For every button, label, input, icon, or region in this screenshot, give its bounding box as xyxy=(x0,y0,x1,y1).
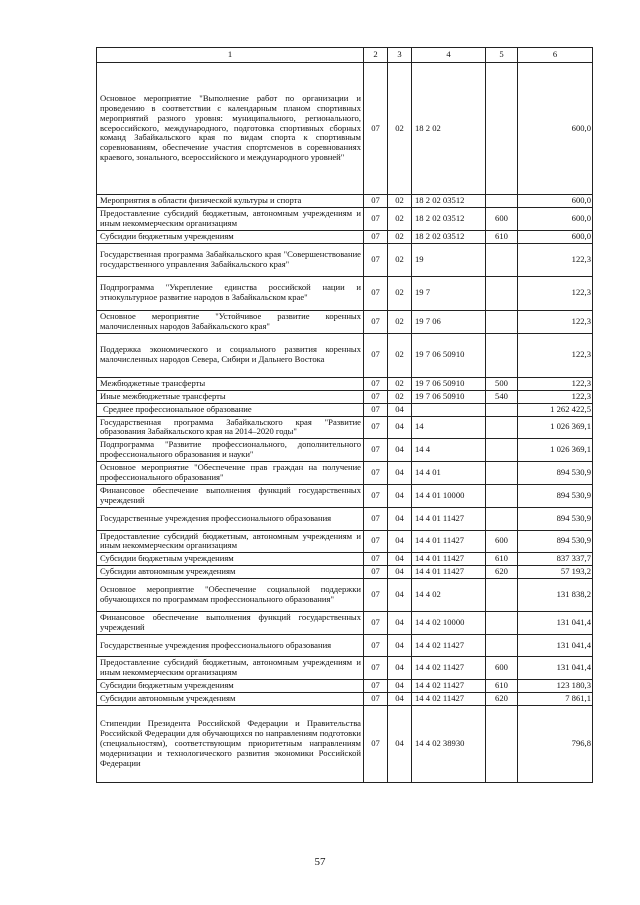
row-expense-type-cell: 540 xyxy=(486,390,518,403)
row-expense-type-cell: 620 xyxy=(486,692,518,705)
row-name-cell: Финансовое обеспечение выполнения функций государственных учреждений xyxy=(97,612,364,635)
row-amount-cell: 796,8 xyxy=(518,705,593,782)
row-subsection-cell: 04 xyxy=(388,439,412,462)
table-row xyxy=(97,333,593,377)
row-target-code-cell: 14 4 01 11427 xyxy=(412,507,486,530)
row-amount-cell: 122,3 xyxy=(518,276,593,310)
row-name-cell: Предоставление субсидий бюджетным, автономным учреждениям и иным некоммерческим организациям xyxy=(97,208,364,231)
row-name-cell: Основное мероприятие "Обеспечение прав граждан на получение профессионального образования" xyxy=(97,462,364,485)
header-col-1: 1 xyxy=(97,48,364,63)
row-target-code-cell: 19 7 06 50910 xyxy=(412,377,486,390)
row-subsection-cell: 02 xyxy=(388,195,412,208)
row-target-code-cell: 14 xyxy=(412,416,486,439)
table-row xyxy=(97,403,593,416)
row-target-code-cell: 18 2 02 03512 xyxy=(412,230,486,243)
row-section-cell: 07 xyxy=(364,507,388,530)
table-row xyxy=(97,566,593,579)
row-target-code-cell: 14 4 01 11427 xyxy=(412,566,486,579)
row-name-cell: Мероприятия в области физической культуры и спорта xyxy=(97,195,364,208)
row-expense-type-cell xyxy=(486,612,518,635)
row-section-cell: 07 xyxy=(364,276,388,310)
row-section-cell: 07 xyxy=(364,635,388,657)
row-section-cell: 07 xyxy=(364,390,388,403)
table-row xyxy=(97,310,593,333)
row-expense-type-cell xyxy=(486,310,518,333)
header-col-4: 4 xyxy=(412,48,486,63)
row-expense-type-cell: 600 xyxy=(486,530,518,553)
row-amount-cell: 837 337,7 xyxy=(518,553,593,566)
row-name-cell: Государственные учреждения профессионального образования xyxy=(97,635,364,657)
row-section-cell: 07 xyxy=(364,416,388,439)
row-subsection-cell: 04 xyxy=(388,553,412,566)
row-amount-cell: 894 530,9 xyxy=(518,507,593,530)
row-target-code-cell: 14 4 02 11427 xyxy=(412,635,486,657)
row-amount-cell: 122,3 xyxy=(518,377,593,390)
row-amount-cell: 122,3 xyxy=(518,243,593,276)
row-expense-type-cell: 610 xyxy=(486,553,518,566)
row-target-code-cell: 14 4 01 10000 xyxy=(412,484,486,507)
row-subsection-cell: 04 xyxy=(388,612,412,635)
row-name-cell: Подпрограмма "Укрепление единства российской нации и этнокультурное развитие народов в Забайкальском крае" xyxy=(97,276,364,310)
row-name-cell: Стипендии Президента Российской Федерации и Правительства Российской Федерации для обучающихся по направлениям подготовки (специальностям), соответствующим приоритетным направлениям модернизации и технологического развития экономики Российской Федерации xyxy=(97,705,364,782)
row-expense-type-cell xyxy=(486,705,518,782)
row-amount-cell: 894 530,9 xyxy=(518,530,593,553)
row-subsection-cell: 02 xyxy=(388,390,412,403)
table-row xyxy=(97,579,593,612)
row-target-code-cell: 14 4 01 11427 xyxy=(412,530,486,553)
row-amount-cell: 1 262 422,5 xyxy=(518,403,593,416)
row-subsection-cell: 04 xyxy=(388,692,412,705)
row-subsection-cell: 02 xyxy=(388,208,412,231)
row-target-code-cell: 19 7 06 xyxy=(412,310,486,333)
row-name-cell: Иные межбюджетные трансферты xyxy=(97,390,364,403)
row-subsection-cell: 04 xyxy=(388,705,412,782)
table-row xyxy=(97,439,593,462)
row-target-code-cell: 14 4 02 10000 xyxy=(412,612,486,635)
table-row xyxy=(97,484,593,507)
row-section-cell: 07 xyxy=(364,310,388,333)
row-amount-cell: 122,3 xyxy=(518,333,593,377)
row-subsection-cell: 04 xyxy=(388,416,412,439)
row-target-code-cell: 18 2 02 xyxy=(412,63,486,195)
row-subsection-cell: 02 xyxy=(388,377,412,390)
table-row xyxy=(97,705,593,782)
row-amount-cell: 600,0 xyxy=(518,208,593,231)
row-amount-cell: 131 041,4 xyxy=(518,612,593,635)
budget-table xyxy=(96,47,593,783)
table-row xyxy=(97,63,593,195)
row-section-cell: 07 xyxy=(364,692,388,705)
row-subsection-cell: 04 xyxy=(388,507,412,530)
row-subsection-cell: 02 xyxy=(388,63,412,195)
table-row xyxy=(97,195,593,208)
header-col-3: 3 xyxy=(388,48,412,63)
row-subsection-cell: 04 xyxy=(388,635,412,657)
row-amount-cell: 57 193,2 xyxy=(518,566,593,579)
table-row xyxy=(97,230,593,243)
row-subsection-cell: 04 xyxy=(388,679,412,692)
table-row xyxy=(97,377,593,390)
row-section-cell: 07 xyxy=(364,333,388,377)
row-name-cell: Субсидии автономным учреждениям xyxy=(97,566,364,579)
row-section-cell: 07 xyxy=(364,612,388,635)
table-row xyxy=(97,679,593,692)
row-subsection-cell: 02 xyxy=(388,333,412,377)
row-subsection-cell: 04 xyxy=(388,657,412,680)
row-name-cell: Основное мероприятие "Устойчивое развитие коренных малочисленных народов Забайкальского края" xyxy=(97,310,364,333)
row-section-cell: 07 xyxy=(364,439,388,462)
row-subsection-cell: 04 xyxy=(388,462,412,485)
row-amount-cell: 1 026 369,1 xyxy=(518,416,593,439)
row-expense-type-cell: 610 xyxy=(486,230,518,243)
row-section-cell: 07 xyxy=(364,705,388,782)
row-name-cell: Государственные учреждения профессионального образования xyxy=(97,507,364,530)
row-expense-type-cell xyxy=(486,462,518,485)
table-body xyxy=(97,63,593,783)
row-expense-type-cell: 610 xyxy=(486,679,518,692)
row-amount-cell: 894 530,9 xyxy=(518,462,593,485)
row-target-code-cell: 19 xyxy=(412,243,486,276)
row-section-cell: 07 xyxy=(364,63,388,195)
row-amount-cell: 131 838,2 xyxy=(518,579,593,612)
header-col-2: 2 xyxy=(364,48,388,63)
row-amount-cell: 600,0 xyxy=(518,63,593,195)
row-target-code-cell: 19 7 xyxy=(412,276,486,310)
row-section-cell: 07 xyxy=(364,484,388,507)
row-amount-cell: 1 026 369,1 xyxy=(518,439,593,462)
row-name-cell: Среднее профессиональное образование xyxy=(97,403,364,416)
row-subsection-cell: 02 xyxy=(388,276,412,310)
row-name-cell: Государственная программа Забайкальского края "Развитие образования Забайкальского края на 2014–2020 годы" xyxy=(97,416,364,439)
row-amount-cell: 122,3 xyxy=(518,390,593,403)
row-section-cell: 07 xyxy=(364,553,388,566)
row-amount-cell: 7 861,1 xyxy=(518,692,593,705)
table-row xyxy=(97,462,593,485)
row-target-code-cell: 14 4 02 xyxy=(412,579,486,612)
row-name-cell: Межбюджетные трансферты xyxy=(97,377,364,390)
row-name-cell: Предоставление субсидий бюджетным, автономным учреждениям и иным некоммерческим организациям xyxy=(97,530,364,553)
row-amount-cell: 600,0 xyxy=(518,230,593,243)
table-row xyxy=(97,657,593,680)
row-target-code-cell: 14 4 02 11427 xyxy=(412,692,486,705)
row-section-cell: 07 xyxy=(364,579,388,612)
table-header-row xyxy=(97,48,593,63)
row-name-cell: Государственная программа Забайкальского края "Совершенствование государственного управления Забайкальского края" xyxy=(97,243,364,276)
row-amount-cell: 894 530,9 xyxy=(518,484,593,507)
row-section-cell: 07 xyxy=(364,195,388,208)
row-expense-type-cell: 600 xyxy=(486,208,518,231)
table-row xyxy=(97,208,593,231)
row-target-code-cell: 14 4 02 11427 xyxy=(412,657,486,680)
row-subsection-cell: 04 xyxy=(388,484,412,507)
row-expense-type-cell xyxy=(486,579,518,612)
row-expense-type-cell xyxy=(486,195,518,208)
row-target-code-cell: 14 4 01 11427 xyxy=(412,553,486,566)
row-target-code-cell: 14 4 02 11427 xyxy=(412,679,486,692)
row-subsection-cell: 02 xyxy=(388,310,412,333)
table-row xyxy=(97,276,593,310)
row-target-code-cell: 18 2 02 03512 xyxy=(412,208,486,231)
row-section-cell: 07 xyxy=(364,462,388,485)
row-expense-type-cell xyxy=(486,63,518,195)
table-row xyxy=(97,530,593,553)
row-target-code-cell: 19 7 06 50910 xyxy=(412,333,486,377)
row-target-code-cell: 19 7 06 50910 xyxy=(412,390,486,403)
row-name-cell: Поддержка экономического и социального развития коренных малочисленных народов Севера, Сибири и Дальнего Востока xyxy=(97,333,364,377)
row-name-cell: Субсидии бюджетным учреждениям xyxy=(97,230,364,243)
row-subsection-cell: 04 xyxy=(388,403,412,416)
table-row xyxy=(97,243,593,276)
row-expense-type-cell xyxy=(486,635,518,657)
table-row xyxy=(97,692,593,705)
table-row xyxy=(97,635,593,657)
row-expense-type-cell: 500 xyxy=(486,377,518,390)
row-section-cell: 07 xyxy=(364,243,388,276)
row-name-cell: Подпрограмма "Развитие профессионального, дополнительного профессионального образования и науки" xyxy=(97,439,364,462)
page-number: 57 xyxy=(314,856,326,868)
row-subsection-cell: 04 xyxy=(388,566,412,579)
row-expense-type-cell xyxy=(486,416,518,439)
row-section-cell: 07 xyxy=(364,679,388,692)
row-subsection-cell: 02 xyxy=(388,230,412,243)
row-target-code-cell: 14 4 xyxy=(412,439,486,462)
row-amount-cell: 131 041,4 xyxy=(518,635,593,657)
row-section-cell: 07 xyxy=(364,657,388,680)
row-section-cell: 07 xyxy=(364,530,388,553)
row-subsection-cell: 04 xyxy=(388,579,412,612)
row-section-cell: 07 xyxy=(364,403,388,416)
row-expense-type-cell xyxy=(486,403,518,416)
row-expense-type-cell xyxy=(486,276,518,310)
row-target-code-cell: 14 4 01 xyxy=(412,462,486,485)
row-name-cell: Финансовое обеспечение выполнения функций государственных учреждений xyxy=(97,484,364,507)
row-expense-type-cell: 600 xyxy=(486,657,518,680)
row-amount-cell: 131 041,4 xyxy=(518,657,593,680)
row-expense-type-cell xyxy=(486,484,518,507)
row-expense-type-cell xyxy=(486,333,518,377)
row-name-cell: Предоставление субсидий бюджетным, автономным учреждениям и иным некоммерческим организациям xyxy=(97,657,364,680)
row-target-code-cell: 14 4 02 38930 xyxy=(412,705,486,782)
row-section-cell: 07 xyxy=(364,230,388,243)
row-name-cell: Основное мероприятие "Обеспечение социальной поддержки обучающихся по программам профессионального образования" xyxy=(97,579,364,612)
row-expense-type-cell xyxy=(486,507,518,530)
row-section-cell: 07 xyxy=(364,566,388,579)
row-name-cell: Субсидии автономным учреждениям xyxy=(97,692,364,705)
row-name-cell: Основное мероприятие "Выполнение работ по организации и проведению в соответствии с календарным планом спортивных мероприятий разного уровня: муниципального, регионального, всероссийского, международного, подготовка спортивных сборных команд Забайкальского края по видам спорта к спортивным соревнованиям, обеспечение участия спортсменов в соревнованиях краевого, зонального, всероссийского и международного уровней" xyxy=(97,63,364,195)
row-name-cell: Субсидии бюджетным учреждениям xyxy=(97,553,364,566)
table-row xyxy=(97,390,593,403)
table-row xyxy=(97,553,593,566)
row-name-cell: Субсидии бюджетным учреждениям xyxy=(97,679,364,692)
row-expense-type-cell: 620 xyxy=(486,566,518,579)
row-amount-cell: 600,0 xyxy=(518,195,593,208)
row-expense-type-cell xyxy=(486,243,518,276)
row-section-cell: 07 xyxy=(364,208,388,231)
header-col-6: 6 xyxy=(518,48,593,63)
row-section-cell: 07 xyxy=(364,377,388,390)
header-col-5: 5 xyxy=(486,48,518,63)
table-row xyxy=(97,612,593,635)
row-amount-cell: 123 180,3 xyxy=(518,679,593,692)
table-row xyxy=(97,416,593,439)
row-subsection-cell: 02 xyxy=(388,243,412,276)
row-target-code-cell: 18 2 02 03512 xyxy=(412,195,486,208)
row-target-code-cell xyxy=(412,403,486,416)
row-amount-cell: 122,3 xyxy=(518,310,593,333)
row-subsection-cell: 04 xyxy=(388,530,412,553)
row-expense-type-cell xyxy=(486,439,518,462)
table-row xyxy=(97,507,593,530)
